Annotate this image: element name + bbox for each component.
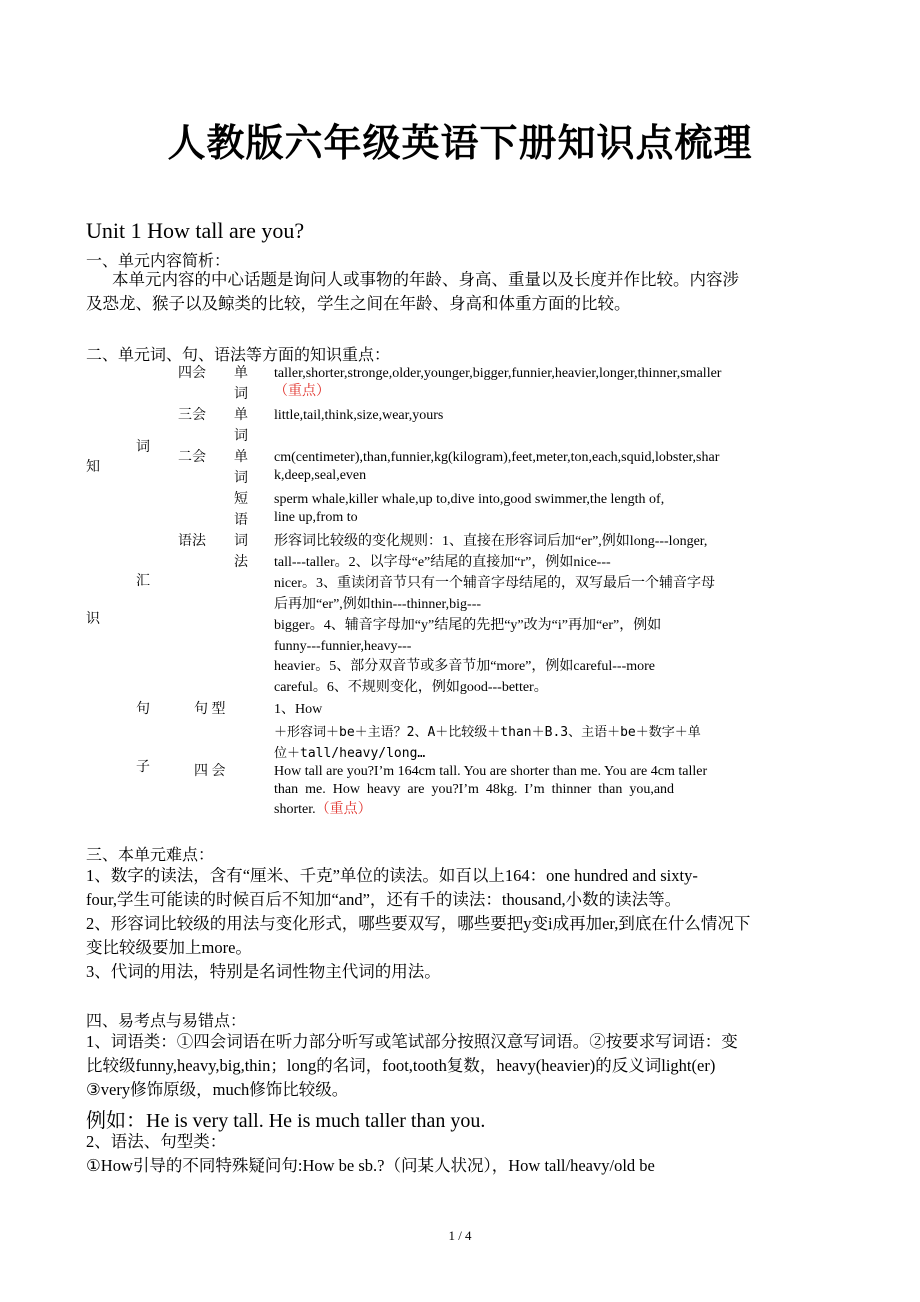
four-sentences-line-1: How tall are you?I’m 164cm tall. You are shorter than me. You are 4cm taller xyxy=(274,764,708,779)
section-3-line: 3、代词的用法，特别是名词性物主代词的用法。 xyxy=(86,962,441,981)
two-words-kind-2: 词 xyxy=(234,471,248,486)
phrases-kind-1: 短 xyxy=(234,492,248,507)
grammar-line: nicer。3、重读闭音节只有一个辅音字母结尾的，双写最后一个辅音字母 xyxy=(274,576,715,591)
grammar-line: careful。6、不规则变化，例如good---better。 xyxy=(274,680,548,695)
four-words-content: taller,shorter,stronge,older,younger,bigger,funnier,heavier,longer,thinner,smaller xyxy=(274,366,722,381)
side-label-ci: 词 xyxy=(136,440,150,455)
pattern-label: 句 型 xyxy=(194,702,226,717)
section-3-line: four,学生可能读的时候百后不知加“and”，还有千的读法：thousand,小数的读法等。 xyxy=(86,890,682,909)
pattern-line-3: 位＋tall/heavy/long… xyxy=(274,746,426,761)
side-label-shi: 识 xyxy=(86,612,100,627)
three-words-level: 三会 xyxy=(178,408,206,423)
section-4-heading: 四、易考点与易错点： xyxy=(86,1013,247,1030)
section-4-example: 例如：He is very tall. He is much taller than you. xyxy=(86,1110,486,1132)
pattern-line-1: 1、How xyxy=(274,702,323,717)
two-words-content-2: k,deep,seal,even xyxy=(274,468,367,483)
section-3-line: 变比较级要加上more。 xyxy=(86,938,252,957)
section-3-line: 2、形容词比较级的用法与变化形式，哪些要双写，哪些要把y变i成再加er,到底在什么情况下 xyxy=(86,914,751,933)
three-words-kind-1: 单 xyxy=(234,408,248,423)
side-label-hui: 汇 xyxy=(136,574,150,589)
side-label-zhi: 知 xyxy=(86,460,100,475)
page-title: 人教版六年级英语下册知识点梳理 xyxy=(167,123,753,165)
three-words-content: little,tail,think,size,wear,yours xyxy=(274,408,444,423)
four-sentences-line-3 xyxy=(274,800,372,820)
phrases-content-2: line up,from to xyxy=(274,510,358,525)
side-label-ju: 句 xyxy=(136,702,150,717)
four-words-kind-1: 单 xyxy=(234,366,248,381)
page-number: 1 / 4 xyxy=(448,1228,472,1243)
four-words-note: （重点） xyxy=(274,384,330,399)
section-4-sub-2: 2、语法、句型类： xyxy=(86,1132,227,1151)
section-2-heading: 二、单元词、句、语法等方面的知识重点： xyxy=(86,347,391,364)
section-4-last-line: ①How引导的不同特殊疑问句:How be sb.?（问某人状况），How tall/heavy/old be xyxy=(86,1156,655,1175)
two-words-kind-1: 单 xyxy=(234,450,248,465)
grammar-line: 形容词比较级的变化规则：1、直接在形容词后加“er”,例如long---longer, xyxy=(274,534,708,549)
grammar-line: heavier。5、部分双音节或多音节加“more”，例如careful---more xyxy=(274,659,655,674)
phrases-content-1: sperm whale,killer whale,up to,dive into,good swimmer,the length of, xyxy=(274,492,665,507)
section-4-line: 比较级funny,heavy,big,thin；long的名词，foot,tooth复数，heavy(heavier)的反义词light(er) xyxy=(86,1056,716,1075)
section-4-line: 1、词语类：①四会词语在听力部分听写或笔试部分按照汉意写词语。②按要求写词语：变 xyxy=(86,1032,738,1051)
two-words-level: 二会 xyxy=(178,450,206,465)
grammar-line: bigger。4、辅音字母加“y”结尾的先把“y”改为“i”再加“er”，例如 xyxy=(274,618,662,633)
grammar-line: 后再加“er”,例如thin---thinner,big--- xyxy=(274,597,482,612)
four-words-level: 四会 xyxy=(178,366,206,381)
four-sentences-label: 四 会 xyxy=(194,764,226,779)
grammar-line: funny---funnier,heavy--- xyxy=(274,639,412,654)
three-words-kind-2: 词 xyxy=(234,429,248,444)
section-3-line: 1、数字的读法，含有“厘米、千克”单位的读法。如百以上164：one hundred and sixty- xyxy=(86,866,698,885)
four-words-kind-2: 词 xyxy=(234,387,248,402)
grammar-level: 语法 xyxy=(178,534,206,549)
four-sentences-line-2: than me. How heavy are you?I’m 48kg. I’m thinner than you,and xyxy=(274,782,675,797)
unit-heading: Unit 1 How tall are you? xyxy=(86,218,305,243)
section-1-line-2: 及恐龙、猴子以及鲸类的比较，学生之间在年龄、身高和体重方面的比较。 xyxy=(86,294,631,313)
section-3-heading: 三、本单元难点： xyxy=(86,847,215,864)
two-words-content-1: cm(centimeter),than,funnier,kg(kilogram),feet,meter,ton,each,squid,lobster,shar xyxy=(274,450,720,465)
grammar-line: tall---taller。2、以字母“e”结尾的直接加“r”，例如nice--- xyxy=(274,555,611,570)
four-sentences-line-3-text: shorter. xyxy=(274,802,316,817)
side-label-zi: 子 xyxy=(136,760,150,775)
section-1-heading: 一、单元内容简析： xyxy=(86,253,231,270)
four-sentences-note: （重点） xyxy=(315,802,372,817)
pattern-line-2: ＋形容词＋be＋主语？2、A＋比较级＋than＋B.3、主语＋be＋数字＋单 xyxy=(274,725,701,740)
grammar-kind-1: 词 xyxy=(234,534,248,549)
section-1-line-1: 本单元内容的中心话题是询问人或事物的年龄、身高、重量以及长度并作比较。内容涉 xyxy=(112,270,739,289)
grammar-kind-2: 法 xyxy=(234,555,248,570)
section-4-line: ③very修饰原级，much修饰比较级。 xyxy=(86,1080,349,1099)
phrases-kind-2: 语 xyxy=(234,513,248,528)
